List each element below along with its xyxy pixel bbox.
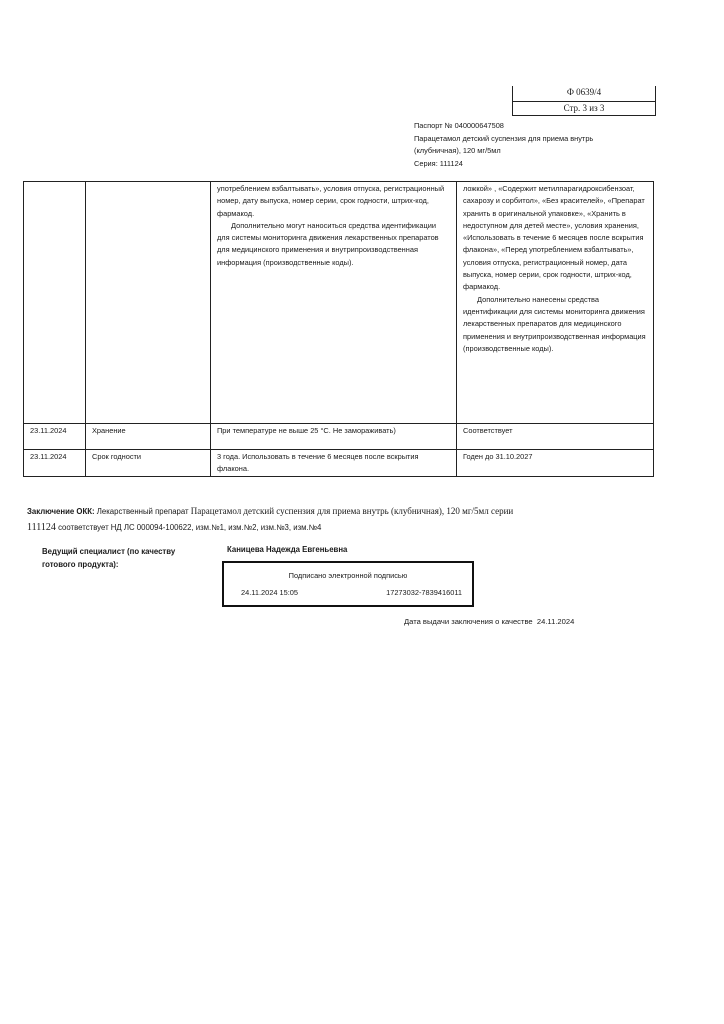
table-row bbox=[24, 182, 654, 424]
table-row bbox=[24, 450, 654, 477]
series-number: Серия: 111124 bbox=[414, 158, 463, 168]
signature-title: Подписано электронной подписью bbox=[288, 571, 408, 580]
cell-name bbox=[86, 182, 211, 424]
issue-date-label: Дата выдачи заключения о качестве bbox=[404, 617, 533, 626]
passport-number: Паспорт № 040000647508 bbox=[414, 121, 504, 130]
result-paragraph: ложкой» , «Содержит метилпарагидроксибензоат, сахарозу и сорбитол», «Без красителей», «Препарат хранить в оригинальной упаковке», «Хранить в недоступном для детей месте», условия хранения, «Использовать в течение 6 месяцев после вскрытия флакона», «Перед употреблением взбалтывать», условия отпуска, регистрационный номер, дата выпуска, номер серии, срок годности, штрих-код, фармакод. bbox=[463, 184, 645, 292]
product-name-line2: (клубничная), 120 мг/5мл bbox=[414, 146, 501, 155]
form-code: Ф 0639/4 bbox=[566, 87, 602, 97]
form-code-box bbox=[512, 86, 656, 116]
form-box-divider bbox=[512, 101, 656, 102]
signature-datetime: 24.11.2024 15:05 bbox=[241, 588, 298, 597]
conclusion bbox=[27, 503, 627, 536]
page-number: Стр. 3 из 3 bbox=[563, 103, 605, 113]
cell-result: Годен до 31.10.2027 bbox=[457, 450, 654, 477]
issue-date bbox=[404, 617, 574, 626]
signature-certificate: 17273032-7839416011 bbox=[386, 588, 462, 597]
conclusion-series: 111124 bbox=[27, 522, 56, 533]
product-name-line1: Парацетамол детский суспензия для приема внутрь bbox=[414, 133, 594, 143]
cell-requirement bbox=[211, 182, 457, 424]
test-results-table bbox=[23, 181, 654, 477]
cell-result bbox=[457, 182, 654, 424]
cell-date bbox=[24, 182, 86, 424]
specialist-name: Каницева Надежда Евгеньевна bbox=[227, 545, 348, 554]
table-row bbox=[24, 424, 654, 450]
cell-date: 23.11.2024 bbox=[24, 424, 86, 450]
passport-info bbox=[414, 120, 664, 170]
cell-name: Срок годности bbox=[86, 450, 211, 477]
conclusion-text-end: соответствует НД ЛС 000094-100622, изм.№1, изм.№2, изм.№3, изм.№4 bbox=[58, 523, 322, 532]
cell-date: 23.11.2024 bbox=[24, 450, 86, 477]
conclusion-text-start: Лекарственный препарат bbox=[96, 507, 189, 516]
requirement-paragraph: употреблением взбалтывать», условия отпуска, регистрационный номер, дату выпуска, номер серии, срок годности, штрих-код, фармакод. bbox=[217, 184, 445, 218]
cell-result: Соответствует bbox=[457, 424, 654, 450]
conclusion-label: Заключение ОКК: bbox=[27, 507, 95, 516]
issue-date-value: 24.11.2024 bbox=[536, 617, 575, 626]
cell-requirement: При температуре не выше 25 °С. Не замораживать) bbox=[211, 424, 457, 450]
cell-name: Хранение bbox=[86, 424, 211, 450]
specialist-label: Ведущий специалист (по качеству готового продукта): bbox=[42, 547, 176, 569]
conclusion-product: Парацетамол детский суспензия для приема внутрь (клубничная), 120 мг/5мл серии bbox=[190, 506, 514, 516]
requirement-paragraph: Дополнительно могут наноситься средства идентификации для системы мониторинга движения лекарственных препаратов для медицинского применения и внутрипроизводственная информация (производственные коды). bbox=[217, 220, 439, 267]
form-box-bottom-border bbox=[512, 115, 656, 116]
result-paragraph: Дополнительно нанесены средства идентификации для системы мониторинга движения лекарственных препаратов для медицинского применения и внутрипроизводственная информация (производственные коды). bbox=[463, 294, 646, 353]
cell-requirement: 3 года. Использовать в течение 6 месяцев после вскрытия флакона. bbox=[211, 450, 457, 477]
electronic-signature-box bbox=[222, 561, 474, 607]
